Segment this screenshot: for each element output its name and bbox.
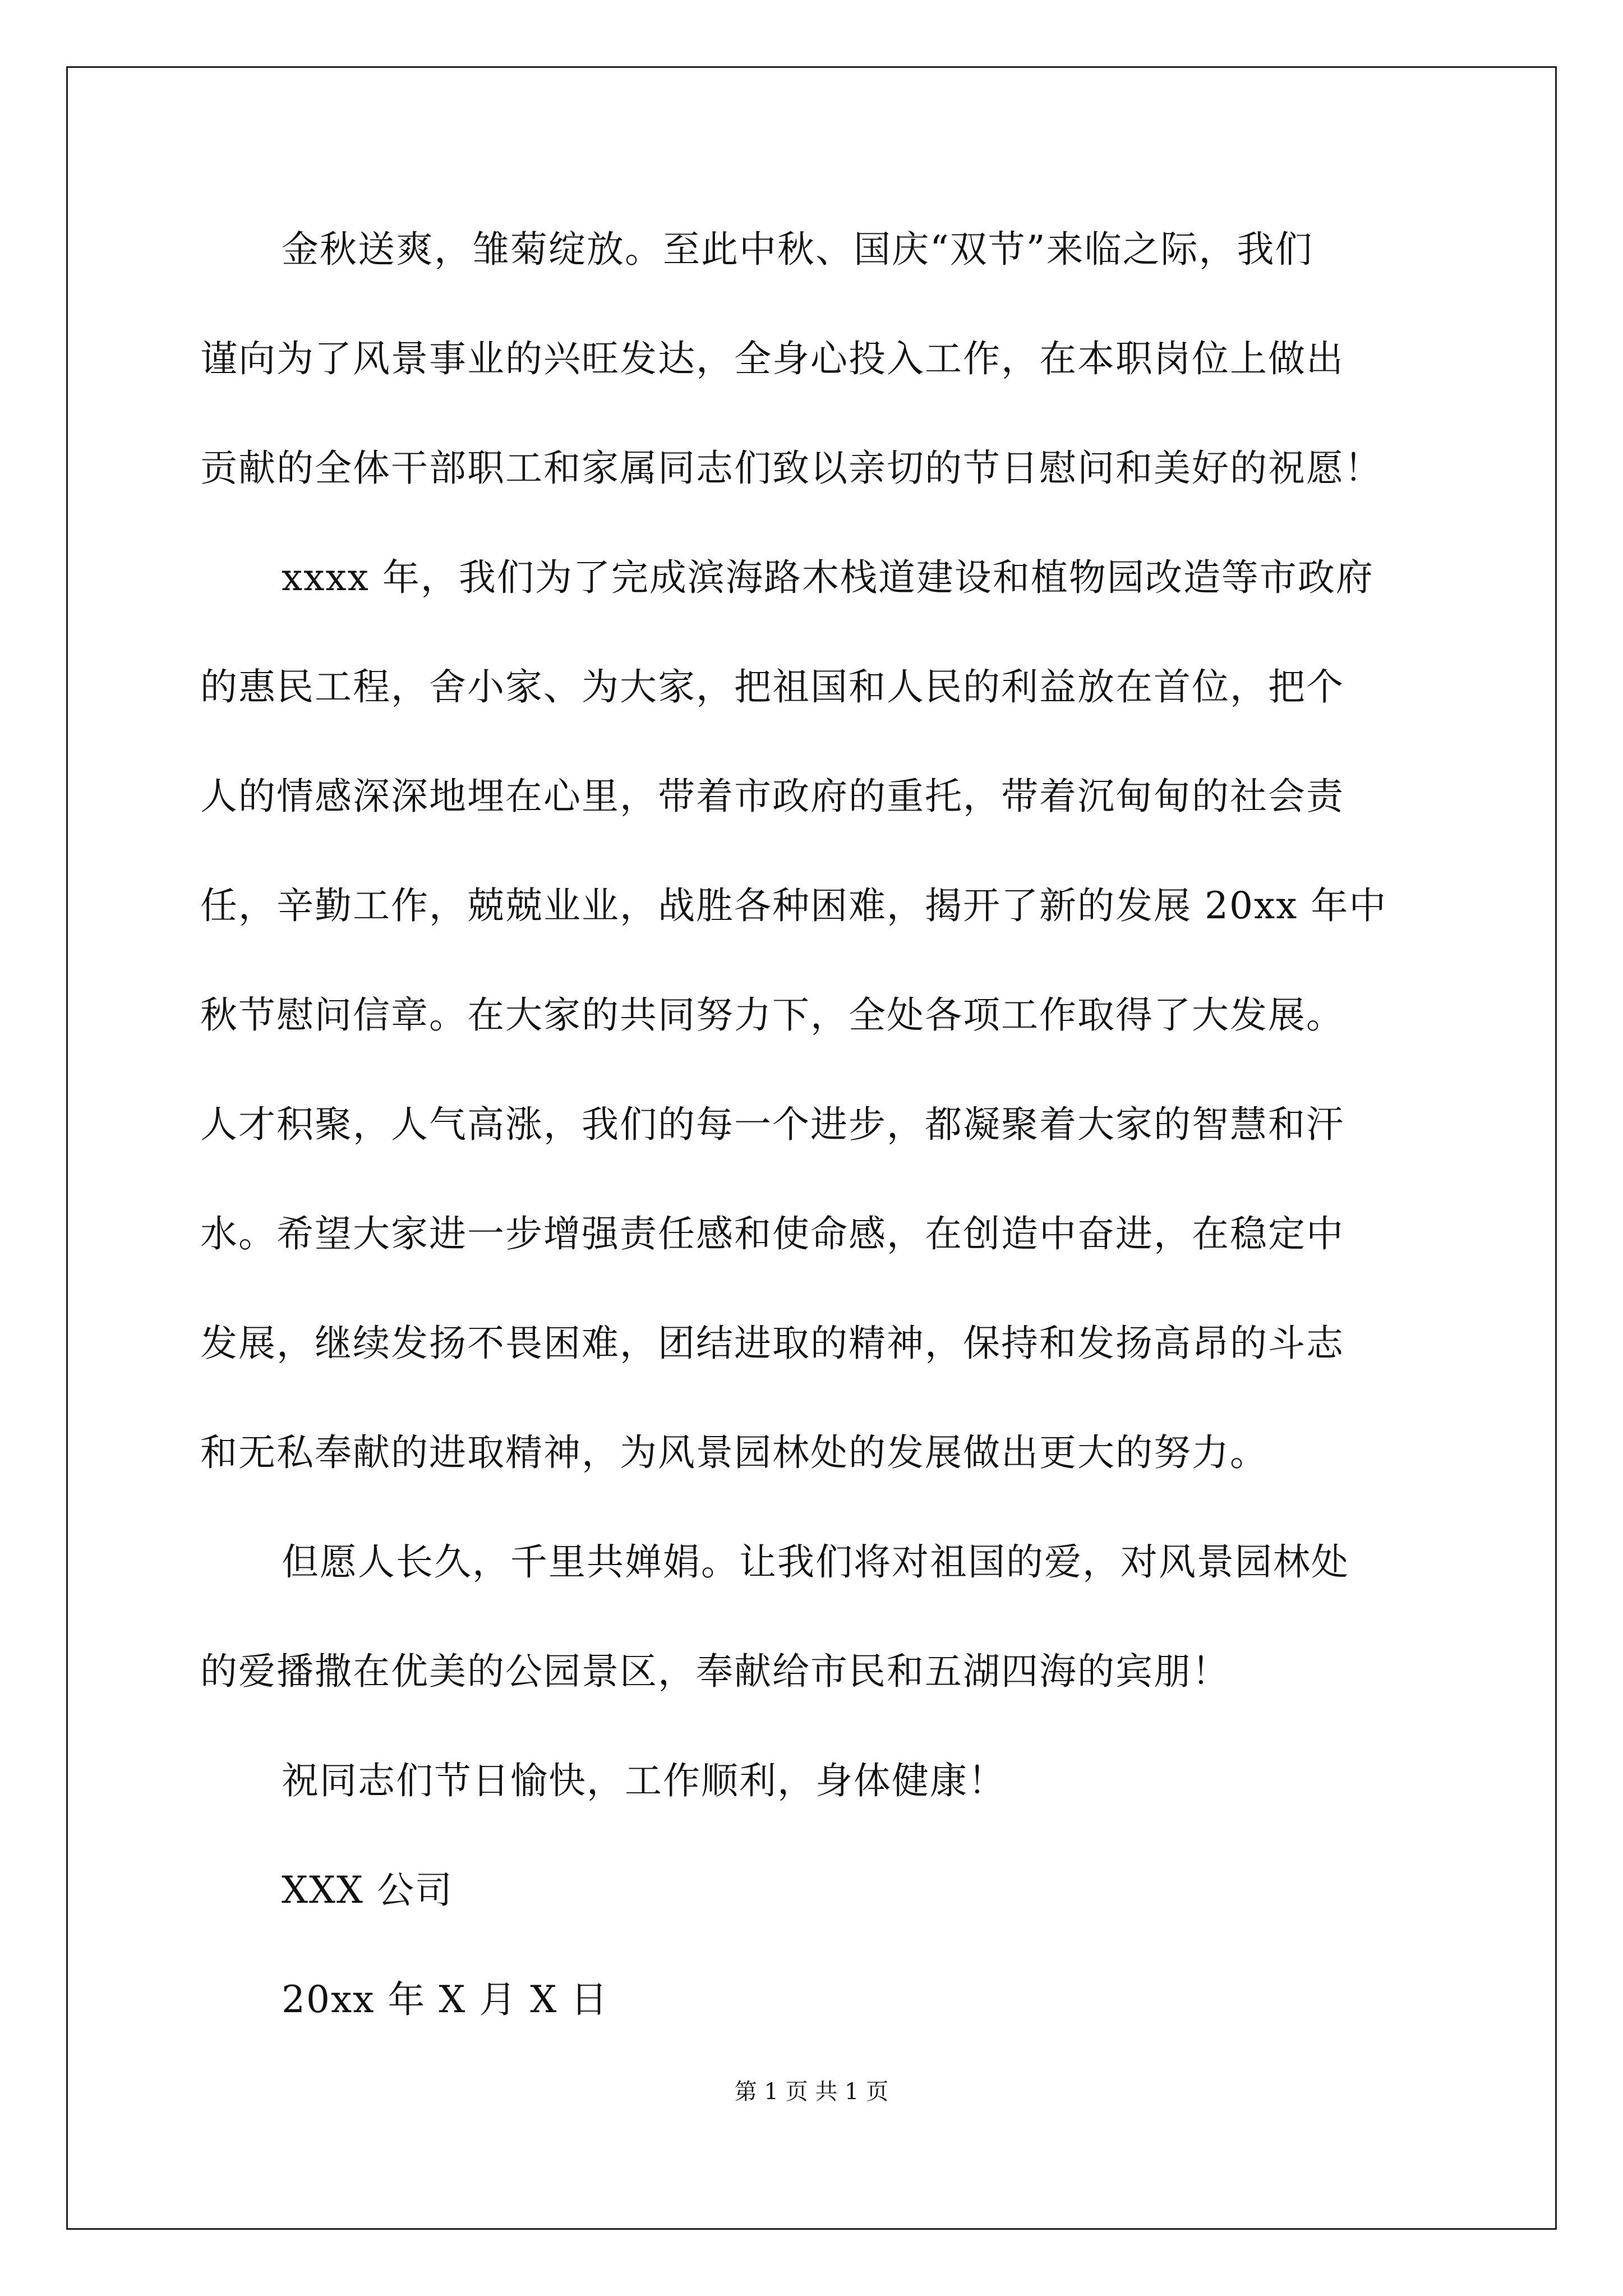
paragraph-2-line-5: 秋节慰问信章。在大家的共同努力下，全处各项工作取得了大发展。: [200, 993, 1344, 1037]
paragraph-1-line-2: 谨向为了风景事业的兴旺发达，全身心投入工作，在本职岗位上做出: [200, 337, 1344, 380]
signature-company: XXX 公司: [282, 1869, 453, 1912]
paragraph-2-line-3: 人的情感深深地埋在心里，带着市政府的重托，带着沉甸甸的社会责: [200, 775, 1344, 818]
paragraph-3-line-2: 的爱播撒在优美的公园景区，奉献给市民和五湖四海的宾朋！: [200, 1650, 1230, 1693]
paragraph-2-line-1: xxxx 年，我们为了完成滨海路木栈道建设和植物园改造等市政府: [282, 556, 1374, 599]
paragraph-2-line-7: 水。希望大家进一步增强责任感和使命感，在创造中奋进，在稳定中: [200, 1212, 1344, 1255]
paragraph-2-line-4: 任，辛勤工作，兢兢业业，战胜各种困难，揭开了新的发展 20xx 年中: [200, 884, 1387, 927]
paragraph-1-line-1: 金秋送爽，雏菊绽放。至此中秋、国庆“双节”来临之际，我们: [282, 228, 1313, 271]
paragraph-2-line-6: 人才积聚，人气高涨，我们的每一个进步，都凝聚着大家的智慧和汗: [200, 1103, 1344, 1146]
closing-wishes: 祝同志们节日愉快，工作顺利，身体健康！: [282, 1759, 1006, 1802]
paragraph-3-line-1: 但愿人长久，千里共婵娟。让我们将对祖国的爱，对风景园林处: [282, 1540, 1349, 1584]
page-footer: 第 1 页 共 1 页: [734, 2079, 889, 2105]
paragraph-1-line-3: 贡献的全体干部职工和家属同志们致以亲切的节日慰问和美好的祝愿！: [200, 447, 1382, 490]
paragraph-2-line-9: 和无私奉献的进取精神，为风景园林处的发展做出更大的努力。: [200, 1431, 1268, 1474]
signature-date: 20xx 年 X 月 X 日: [282, 1978, 609, 2021]
paragraph-2-line-8: 发展，继续发扬不畏困难，团结进取的精神，保持和发扬高昂的斗志: [200, 1322, 1344, 1365]
paragraph-2-line-2: 的惠民工程，舍小家、为大家，把祖国和人民的利益放在首位，把个: [200, 665, 1344, 708]
